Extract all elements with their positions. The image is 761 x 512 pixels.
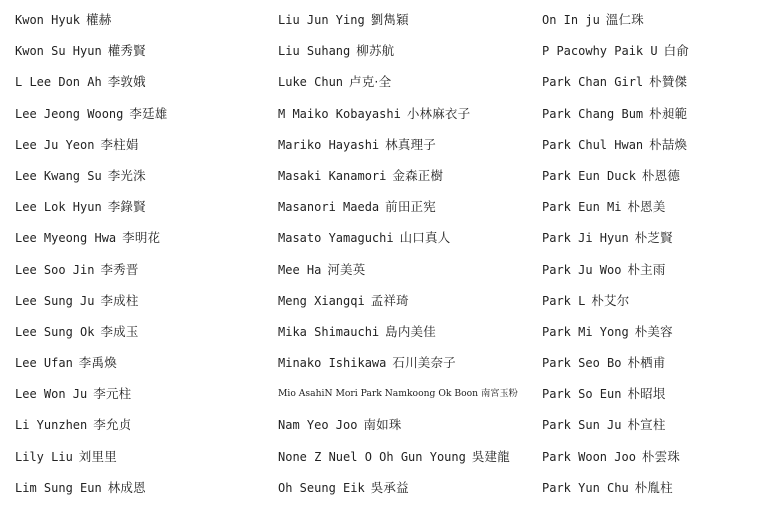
- artist-name-latin: Lee Sung Ju: [15, 293, 95, 308]
- artist-name-latin: Park L: [542, 293, 586, 308]
- artist-entry: [15, 160, 270, 191]
- artist-name-latin: Nam Yeo Joo: [278, 418, 358, 433]
- artist-entry: [278, 285, 540, 316]
- name-column-3: [542, 4, 757, 503]
- artist-name-cjk: 李成柱: [100, 292, 139, 308]
- artist-name-latin: Park Ji Hyun: [542, 231, 629, 246]
- artist-name-cjk: 朴主雨: [627, 261, 666, 277]
- artist-name-cjk: 吳建龍: [471, 448, 510, 464]
- artist-entry: [15, 254, 270, 285]
- artist-entry: [278, 191, 540, 222]
- artist-name-latin: Lee Soo Jin: [15, 262, 95, 277]
- artist-name-latin: L Lee Don Ah: [15, 75, 102, 90]
- artist-name-cjk: 南宮玉粉: [481, 388, 518, 400]
- artist-entry: [542, 4, 757, 35]
- artist-entry: [278, 472, 540, 503]
- artist-name-cjk: 柳苏航: [356, 43, 395, 59]
- artist-name-latin: Lim Sung Eun: [15, 480, 102, 495]
- artist-name-latin: Mee Ha: [278, 262, 322, 277]
- artist-name-cjk: 朴雲珠: [641, 448, 681, 464]
- artist-name-cjk: 前田正宪: [385, 199, 436, 215]
- artist-entry: [278, 254, 540, 285]
- artist-entry: [542, 129, 757, 160]
- artist-entry: [15, 285, 270, 316]
- artist-entry: [15, 378, 270, 409]
- artist-name-cjk: 李光洙: [107, 167, 146, 183]
- artist-name-cjk: 權秀賢: [107, 43, 146, 59]
- artist-entry: [278, 129, 540, 160]
- artist-name-latin: Lee Sung Ok: [15, 324, 95, 339]
- artist-name-latin: Lily Liu: [15, 449, 73, 464]
- artist-entry: [15, 35, 270, 66]
- artist-name-latin: Park Eun Mi: [542, 200, 622, 215]
- artist-name-latin: Liu Suhang: [278, 44, 351, 59]
- artist-name-latin: On In ju: [542, 13, 600, 27]
- artist-name-latin: Masato Yamaguchi: [278, 231, 394, 246]
- artist-name-latin: Masaki Kanamori: [278, 168, 387, 183]
- artist-name-latin: Park Eun Duck: [542, 168, 636, 183]
- artist-name-cjk: 孟祥琦: [370, 292, 409, 308]
- artist-entry: [278, 222, 540, 253]
- artist-name-cjk: 朴宣柱: [627, 417, 666, 433]
- artist-entry: [15, 98, 270, 129]
- artist-name-cjk: 權赫: [86, 12, 112, 27]
- artist-name-cjk: 朴恩德: [641, 167, 681, 183]
- artist-name-cjk: 朴昶範: [649, 105, 688, 121]
- artist-name-cjk: 林真理子: [385, 136, 436, 152]
- artist-name-cjk: 朴胤柱: [634, 479, 673, 495]
- artist-entry: [542, 285, 757, 316]
- artist-name-latin: Park Chan Girl: [542, 75, 644, 90]
- artist-name-latin: Lee Kwang Su: [15, 168, 102, 183]
- artist-name-latin: Park Chang Bum: [542, 106, 644, 121]
- artist-entry: [542, 409, 757, 440]
- artist-entry: [278, 316, 540, 347]
- artist-name-cjk: 李柱娟: [100, 136, 139, 152]
- artist-entry: [15, 129, 270, 160]
- artist-entry: [15, 347, 270, 378]
- artist-name-latin: Lee Ufan: [15, 356, 73, 371]
- artist-name-cjk: 朴栖甫: [627, 355, 666, 371]
- artist-name-cjk: 石川美奈子: [392, 355, 456, 371]
- artist-entry: [15, 441, 270, 472]
- artist-entry: [15, 409, 270, 440]
- name-column-2: [278, 4, 540, 503]
- artist-name-cjk: 李錄賢: [107, 199, 146, 215]
- artist-name-latin: Kwon Su Hyun: [15, 44, 102, 59]
- artist-name-cjk: 卢克·全: [349, 74, 392, 90]
- artist-name-latin: Mariko Hayashi: [278, 137, 380, 152]
- artist-name-latin: Masanori Maeda: [278, 200, 380, 215]
- artist-name-cjk: 溫仁珠: [605, 12, 644, 27]
- artist-name-cjk: 李秀晋: [100, 261, 139, 277]
- artist-entry: [15, 472, 270, 503]
- artist-name-cjk: 朴恩美: [627, 199, 666, 215]
- artist-entry: [542, 191, 757, 222]
- artist-entry: [542, 222, 757, 253]
- artist-name-latin: Oh Seung Eik: [278, 480, 365, 495]
- artist-name-cjk: 李成玉: [100, 323, 139, 339]
- artist-name-latin: Lee Ju Yeon: [15, 137, 95, 152]
- artist-entry: [15, 66, 270, 97]
- artist-name-cjk: 林成恩: [107, 479, 146, 495]
- artist-name-cjk: 朴芝賢: [634, 230, 673, 246]
- artist-name-cjk: 李允贞: [93, 417, 132, 433]
- artist-name-cjk: 朴喆煥: [649, 136, 688, 152]
- artist-name-cjk: 金森正樹: [392, 167, 444, 183]
- artist-entry: [15, 222, 270, 253]
- artist-name-cjk: 朴艾尔: [591, 292, 630, 308]
- artist-entry: [542, 160, 757, 191]
- artist-entry: [542, 472, 757, 503]
- artist-name-cjk: 李敦娥: [107, 74, 146, 90]
- artist-entry: [542, 254, 757, 285]
- artist-name-cjk: 李元柱: [93, 386, 132, 402]
- artist-name-latin: Park Yun Chu: [542, 480, 629, 495]
- artist-entry: [542, 347, 757, 378]
- artist-name-cjk: 朴美容: [634, 323, 673, 339]
- artist-name-cjk: 河美英: [327, 261, 366, 277]
- artist-entry: [278, 160, 540, 191]
- artist-entry: [542, 441, 757, 472]
- artist-name-cjk: 白俞: [663, 43, 689, 59]
- artist-entry: [278, 66, 540, 97]
- artist-name-latin: Liu Jun Ying: [278, 13, 365, 27]
- artist-entry: [542, 378, 757, 409]
- artist-name-latin: Lee Won Ju: [15, 387, 88, 402]
- artist-name-cjk: 朴昭垠: [627, 386, 666, 402]
- artist-name-cjk: 刘里里: [78, 448, 117, 464]
- artist-entry: [15, 191, 270, 222]
- artist-name-latin: Park So Eun: [542, 387, 622, 402]
- artist-entry: [542, 316, 757, 347]
- artist-entry: [278, 35, 540, 66]
- artist-entry: [278, 409, 540, 440]
- artist-name-latin: Minako Ishikawa: [278, 356, 387, 371]
- artist-name-cjk: 李禹煥: [78, 355, 117, 371]
- artist-entry: [278, 441, 540, 472]
- artist-name-latin: Kwon Hyuk: [15, 13, 81, 27]
- artist-name-cjk: 朴贊傑: [649, 74, 688, 90]
- artist-name-latin: Mio AsahiN Mori Park Namkoong Ok Boon: [278, 388, 479, 400]
- artist-name-latin: Park Sun Ju: [542, 418, 622, 433]
- artist-entry: [278, 378, 540, 409]
- artist-name-latin: Park Seo Bo: [542, 356, 622, 371]
- artist-name-cjk: 李廷雄: [129, 105, 168, 121]
- artist-name-cjk: 山口真人: [399, 230, 451, 246]
- artist-name-latin: Luke Chun: [278, 75, 344, 90]
- artist-name-latin: None Z Nuel O Oh Gun Young: [278, 449, 466, 464]
- artist-name-cjk: 劉雋穎: [370, 12, 409, 27]
- artist-name-latin: Park Mi Yong: [542, 324, 629, 339]
- artist-entry: [278, 347, 540, 378]
- artist-name-cjk: 吳承益: [370, 479, 409, 495]
- artist-entry: [278, 4, 540, 35]
- artist-entry: [15, 4, 270, 35]
- artist-name-latin: M Maiko Kobayashi: [278, 106, 401, 121]
- artist-name-latin: Mika Shimauchi: [278, 324, 380, 339]
- artist-entry: [542, 35, 757, 66]
- artist-entry: [15, 316, 270, 347]
- artist-entry: [542, 66, 757, 97]
- artist-name-latin: P Pacowhy Paik U: [542, 44, 658, 59]
- artist-name-cjk: 小林麻衣子: [406, 105, 471, 121]
- artist-name-latin: Meng Xiangqi: [278, 293, 365, 308]
- artist-entry: [278, 98, 540, 129]
- artist-name-latin: Park Woon Joo: [542, 449, 636, 464]
- artist-name-cjk: 南如珠: [363, 417, 402, 433]
- artist-name-latin: Li Yunzhen: [15, 418, 88, 433]
- artist-name-latin: Lee Lok Hyun: [15, 200, 102, 215]
- artist-name-latin: Lee Jeong Woong: [15, 106, 124, 121]
- artist-name-cjk: 島内美佳: [385, 323, 436, 339]
- name-column-1: [15, 4, 270, 503]
- artist-name-latin: Lee Myeong Hwa: [15, 231, 117, 246]
- artist-name-latin: Park Chul Hwan: [542, 137, 644, 152]
- artist-name-cjk: 李明花: [122, 230, 161, 246]
- artist-entry: [542, 98, 757, 129]
- artist-name-latin: Park Ju Woo: [542, 262, 622, 277]
